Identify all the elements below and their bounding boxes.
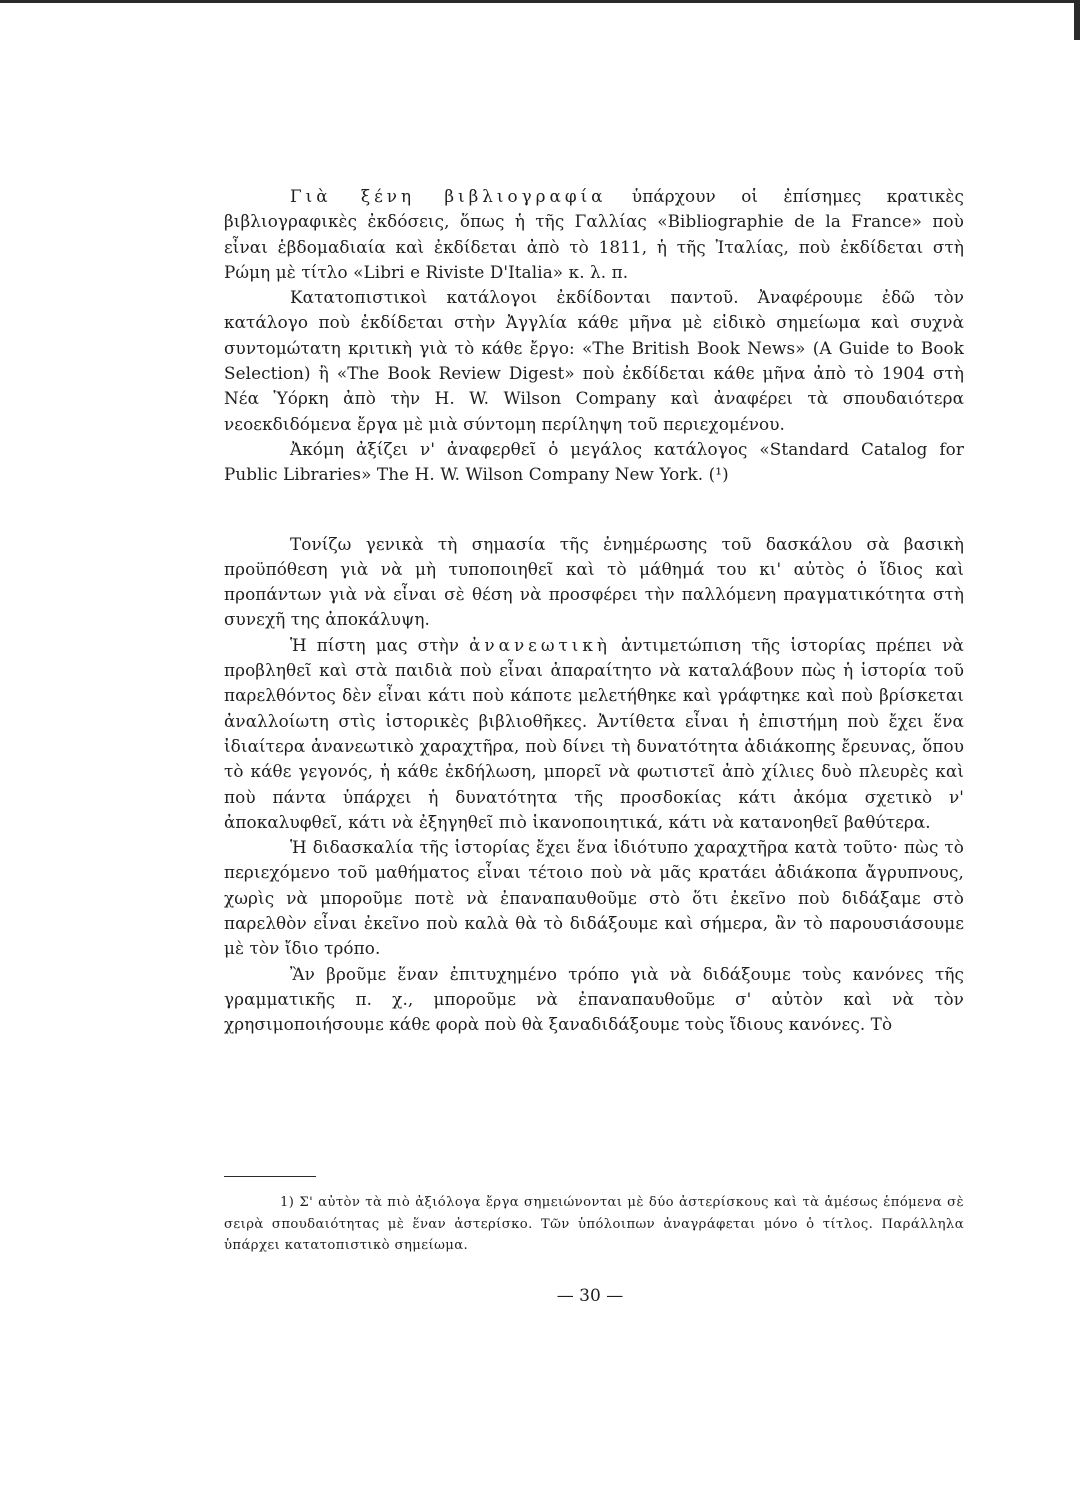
footnote-rule xyxy=(224,1176,316,1177)
paragraph-foreign-bibliography xyxy=(224,184,964,285)
paragraph-text-start: Ἡ πίστη μας στὴν xyxy=(290,634,470,655)
section-gap xyxy=(224,488,964,532)
paragraph-history-teaching: Ἡ διδασκαλία τῆς ἱστορίας ἔχει ἕνα ἰδιότυπο χαραχτῆρα κατὰ τοῦτο· πὼς τὸ περιεχόμενο τοῦ μαθήματος εἶναι τέτοιο ποὺ νὰ μᾶς κρατάει ἀδιάκοπα ἄγρυπνους, χωρὶς νὰ μποροῦμε ποτὲ νὰ ἐπαναπαυθοῦμε στὸ ὅτι ἐκεῖνο ποὺ διδάξαμε στὸ παρελθὸν εἶναι ἐκεῖνο ποὺ καλὰ θὰ τὸ διδάξουμε καὶ σήμερα, ἂν τὸ παρουσιάσουμε μὲ τὸν ἴδιο τρόπο. xyxy=(224,837,964,959)
page-body xyxy=(224,184,964,1038)
paragraph-renewing-approach xyxy=(224,633,964,835)
paragraph-grammar-method: Ἂν βροῦμε ἕναν ἐπιτυχημένο τρόπο γιὰ νὰ διδάξουμε τοὺς κανόνες τῆς γραμματικῆς π. χ., μποροῦμε νὰ ἐπαναπαυθοῦμε σ' αὐτὸν καὶ νὰ τὸν χρησιμοποιήσουμε κάθε φορὰ ποὺ θὰ ξαναδιδάξουμε τοὺς ἴδιους κανόνες. Τὸ xyxy=(224,963,964,1035)
paragraph-text: ὑπάρχουν οἱ ἐπίσημες κρατικὲς βιβλιογραφικὲς ἐκδόσεις, ὅπως ἡ τῆς Γαλλίας «Bibliographie de la France» ποὺ εἶναι ἑβδομαδιαία καὶ ἐκδίδεται ἀπὸ τὸ 1811, ἡ τῆς Ἰταλίας, ποὺ ἐκδίδεται στὴ Ρώμη μὲ τίτλο «Libri e Riviste D'Italia» κ. λ. π. xyxy=(224,186,965,282)
footnote: 1) Σ' αὐτὸν τὰ πιὸ ἀξιόλογα ἔργα σημειώνονται μὲ δύο ἀστερίσκους καὶ τὰ ἀμέσως ἑπόμενα σὲ σειρὰ σπουδαιότητας μὲ ἕναν ἀστερίσκο. Τῶν ὑπόλοιπων ἀναγράφεται μόνο ὁ τίτλος. Παράλληλα ὑπάρχει κατατοπιστικὸ σημείωμα. xyxy=(224,1195,964,1254)
scan-edge-right xyxy=(1074,0,1080,40)
paragraph-standard-catalog: Ἀκόμη ἀξίζει ν' ἀναφερθεῖ ὁ μεγάλος κατάλογος «Standard Catalog for Public Libraries» The H. W. Wilson Company New York. (¹) xyxy=(224,438,964,485)
paragraph-text: ἀντιμετώπιση τῆς ἱστορίας πρέπει νὰ προβληθεῖ καὶ στὰ παιδιὰ ποὺ εἶναι ἀπαραίτητο νὰ καταλάβουν πὼς ἡ ἱστορία τοῦ παρελθόντος δὲν εἶναι κάτι ποὺ κάποτε μελετήθηκε καὶ γράφτηκε καὶ ποὺ βρίσκεται ἀναλλοίωτη στὶς ἱστορικὲς βιβλιοθῆκες. Ἀντίθετα εἶναι ἡ ἐπιστήμη ποὺ ἔχει ἕνα ἰδιαίτερα ἀνανεωτικὸ χαραχτῆρα, ποὺ δίνει τὴ δυνατότητα ἀδιάκοπης ἔρευνας, ὅπου τὸ κάθε γεγονός, ἡ κάθε ἐκδήλωση, μπορεῖ νὰ φωτιστεῖ ἀπὸ χίλιες δυὸ πλευρὲς καὶ ποὺ πάντα ὑπάρχει ἡ δυνατότητα τῆς προσδοκίας κάτι ἀκόμα σχετικὸ ν' ἀποκαλυφθεῖ, κάτι νὰ ἐξηγηθεῖ πιὸ ἱκανοποιητικά, κάτι νὰ κατανοηθεῖ βαθύτερα. xyxy=(224,634,964,832)
page-number: — 30 — xyxy=(556,1286,624,1306)
paragraph-teacher-updating: Τονίζω γενικὰ τὴ σημασία τῆς ἐνημέρωσης τοῦ δασκάλου σὰ βασικὴ προϋπόθεση γιὰ νὰ μὴ τυποποιηθεῖ καὶ τὸ μάθημά του κι' αὐτὸς ὁ ἴδιος καὶ προπάντων γιὰ νὰ εἶναι σὲ θέση νὰ προσφέρει τὴν παλλόμενη πραγματικότητα στὴ συνεχῆ της ἀποκάλυψη. xyxy=(224,533,964,630)
spaced-lead: Γιὰ ξένη βιβλιογραφία xyxy=(290,186,607,206)
spaced-word: ἀνανεωτικὴ xyxy=(469,634,611,655)
scan-edge-top xyxy=(0,0,1080,3)
paragraph-catalogs: Κατατοπιστικοὶ κατάλογοι ἐκδίδονται παντοῦ. Ἀναφέρουμε ἐδῶ τὸν κατάλογο ποὺ ἐκδίδεται στὴν Ἀγγλία κάθε μῆνα μὲ εἰδικὸ σημείωμα καὶ συχνὰ συντομώτατη κριτικὴ γιὰ τὸ κάθε ἔργο: «The British Book News» (A Guide to Book Selection) ἢ «The Book Review Digest» ποὺ ἐκδίδεται κάθε μῆνα ἀπὸ τὸ 1904 στὴ Νέα Ὑόρκη ἀπὸ τὴν H. W. Wilson Company καὶ ἀναφέρει τὰ σπουδαιότερα νεοεκδιδόμενα ἔργα μὲ μιὰ σύντομη περίληψη τοῦ περιεχομένου. xyxy=(224,287,964,434)
